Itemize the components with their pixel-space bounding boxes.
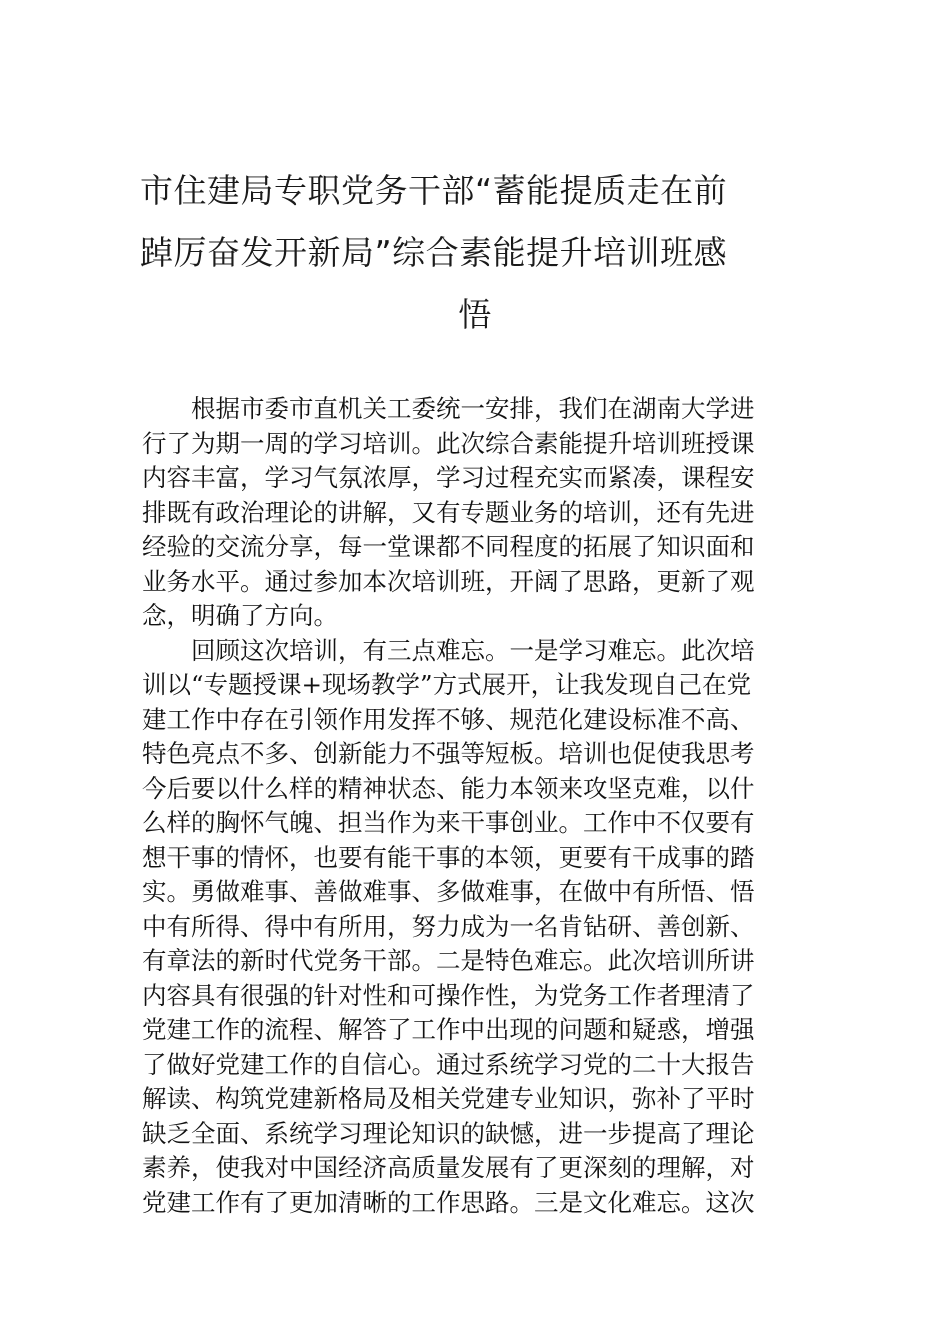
title-line: 踔厉奋发开新局”综合素能提升培训班感 — [140, 233, 728, 272]
paragraph-line: 特色亮点不多、创新能力不强等短板。培训也促使我思考 — [142, 739, 755, 768]
paragraph-line: 业务水平。通过参加本次培训班，开阔了思路，更新了观 — [142, 566, 755, 596]
paragraph-line: 党建工作的流程、解答了工作中出现的问题和疑惑，增强 — [142, 1015, 755, 1044]
paragraph-line: 缺乏全面、系统学习理论知识的缺憾，进一步提高了理论 — [142, 1118, 755, 1148]
paragraph-line: 内容具有很强的针对性和可操作性，为党务工作者理清了 — [142, 980, 755, 1010]
paragraph-2 — [142, 634, 806, 1221]
paragraph-line: 么样的胸怀气魄、担当作为来干事创业。工作中不仅要有 — [142, 808, 755, 837]
paragraph-line: 素养，使我对中国经济高质量发展有了更深刻的理解，对 — [142, 1153, 755, 1182]
paragraph-line: 经验的交流分享，每一堂课都不同程度的拓展了知识面和 — [142, 532, 755, 561]
paragraph-line: 想干事的情怀，也要有能干事的本领，更要有干成事的踏 — [142, 842, 755, 872]
paragraph-line: 党建工作有了更加清晰的工作思路。三是文化难忘。这次 — [142, 1187, 755, 1217]
title-line: 市住建局专职党务干部“蓄能提质走在前 — [140, 171, 728, 210]
paragraph-line: 中有所得、得中有所用，努力成为一名肯钻研、善创新、 — [142, 911, 755, 941]
paragraph-line: 排既有政治理论的讲解，又有专题业务的培训，还有先进 — [142, 497, 755, 527]
paragraph-line: 念，明确了方向。 — [142, 601, 338, 630]
paragraph-line: 根据市委市直机关工委统一安排，我们在湖南大学进 — [191, 394, 755, 423]
paragraph-line: 建工作中存在引领作用发挥不够、规范化建设标准不高、 — [142, 704, 755, 734]
paragraph-line: 有章法的新时代党务干部。二是特色难忘。此次培训所讲 — [142, 946, 755, 975]
paragraph-line: 内容丰富，学习气氛浓厚，学习过程充实而紧凑，课程安 — [142, 463, 755, 492]
paragraph-line: 行了为期一周的学习培训。此次综合素能提升培训班授课 — [142, 428, 755, 458]
document-title — [140, 160, 810, 346]
document-body — [142, 392, 806, 1220]
paragraph-line: 今后要以什么样的精神状态、能力本领来攻坚克难，以什 — [142, 773, 755, 803]
paragraph-line: 训以“专题授课+现场教学”方式展开，让我发现自己在党 — [142, 670, 752, 699]
paragraph-line: 了做好党建工作的自信心。通过系统学习党的二十大报告 — [142, 1049, 755, 1079]
paragraph-1 — [142, 392, 806, 634]
paragraph-line: 解读、构筑党建新格局及相关党建专业知识，弥补了平时 — [142, 1084, 755, 1113]
title-line: 悟 — [458, 295, 492, 334]
paragraph-line: 实。勇做难事、善做难事、多做难事，在做中有所悟、悟 — [142, 877, 755, 906]
paragraph-line: 回顾这次培训，有三点难忘。一是学习难忘。此次培 — [191, 635, 755, 665]
